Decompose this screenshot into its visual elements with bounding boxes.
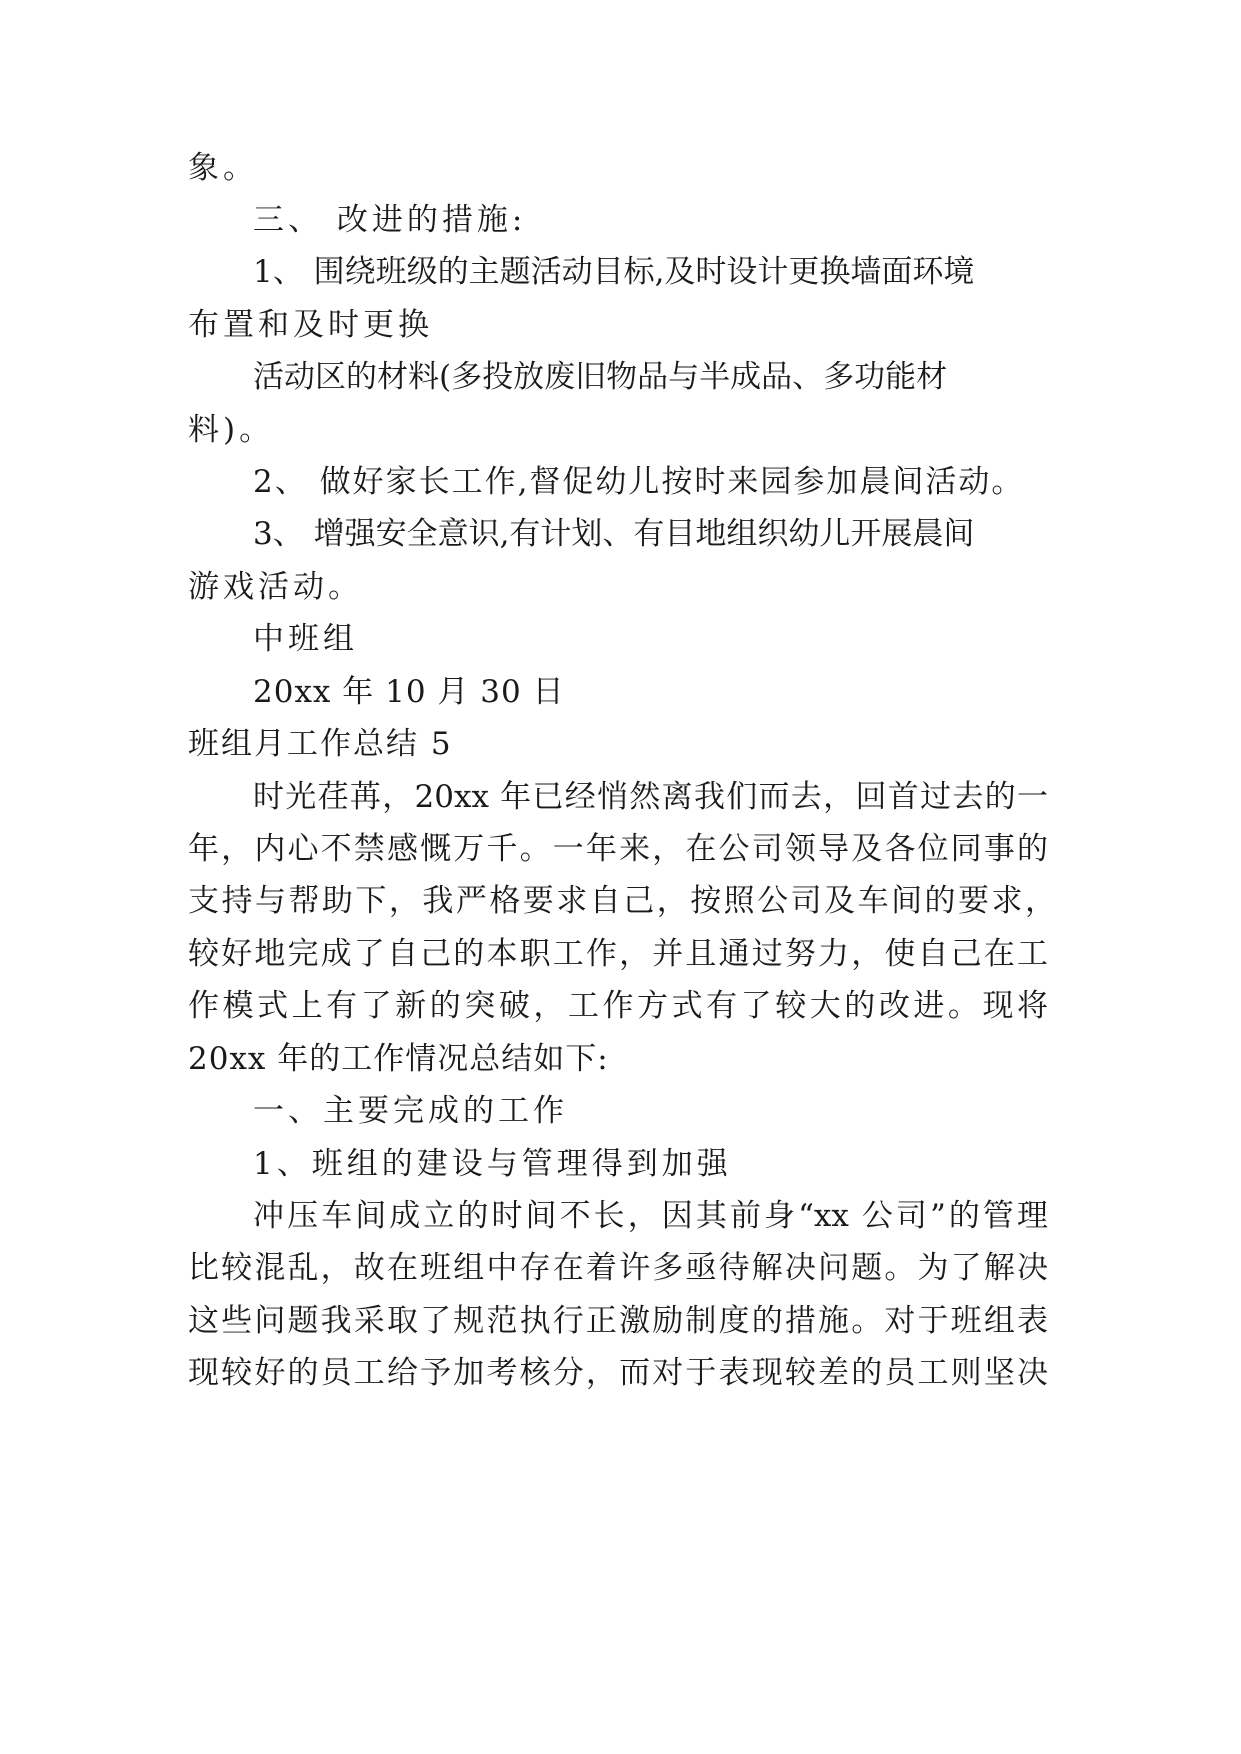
subsection-heading: 1、班组的建设与管理得到加强 <box>253 1146 732 1182</box>
list-item: 2、 做好家长工作,督促幼儿按时来园参加晨间活动。 <box>253 464 1025 500</box>
paragraph-line: 这些问题我采取了规范执行正激励制度的措施。对于班组表 <box>188 1303 1048 1339</box>
paragraph-line: 较好地完成了自己的本职工作，并且通过努力，使自己在工 <box>188 936 1048 972</box>
section-title: 班组月工作总结 5 <box>188 726 453 762</box>
section-heading: 一、主要完成的工作 <box>253 1093 568 1129</box>
text-line: 活动区的材料(多投放废旧物品与半成品、多功能材 <box>253 359 948 395</box>
paragraph-line: 时光荏苒，20xx 年已经悄然离我们而去，回首过去的一 <box>253 779 1048 815</box>
signature-date: 20xx 年 10 月 30 日 <box>253 674 565 710</box>
paragraph-line: 比较混乱，故在班组中存在着许多亟待解决问题。为了解决 <box>188 1250 1048 1286</box>
section-heading: 三、 改进的措施: <box>253 202 527 238</box>
text-line: 象。 <box>188 150 258 186</box>
paragraph-line: 年，内心不禁感慨万千。一年来，在公司领导及各位同事的 <box>188 831 1048 867</box>
paragraph-line: 20xx 年的工作情况总结如下: <box>188 1041 609 1077</box>
paragraph-line: 支持与帮助下，我严格要求自己，按照公司及车间的要求， <box>188 883 1056 919</box>
text-line: 布置和及时更换 <box>188 307 433 343</box>
list-item: 1、 围绕班级的主题活动目标,及时设计更换墙面环境 <box>253 254 975 290</box>
signature-group: 中班组 <box>253 621 358 657</box>
paragraph-line: 现较好的员工给予加考核分，而对于表现较差的员工则坚决 <box>188 1355 1048 1391</box>
text-line: 料)。 <box>188 412 275 448</box>
paragraph-line: 作模式上有了新的突破，工作方式有了较大的改进。现将 <box>188 988 1048 1024</box>
text-line: 游戏活动。 <box>188 569 363 605</box>
paragraph-line: 冲压车间成立的时间不长，因其前身“xx 公司”的管理 <box>253 1198 1048 1234</box>
list-item: 3、 增强安全意识,有计划、有目地组织幼儿开展晨间 <box>253 516 975 552</box>
